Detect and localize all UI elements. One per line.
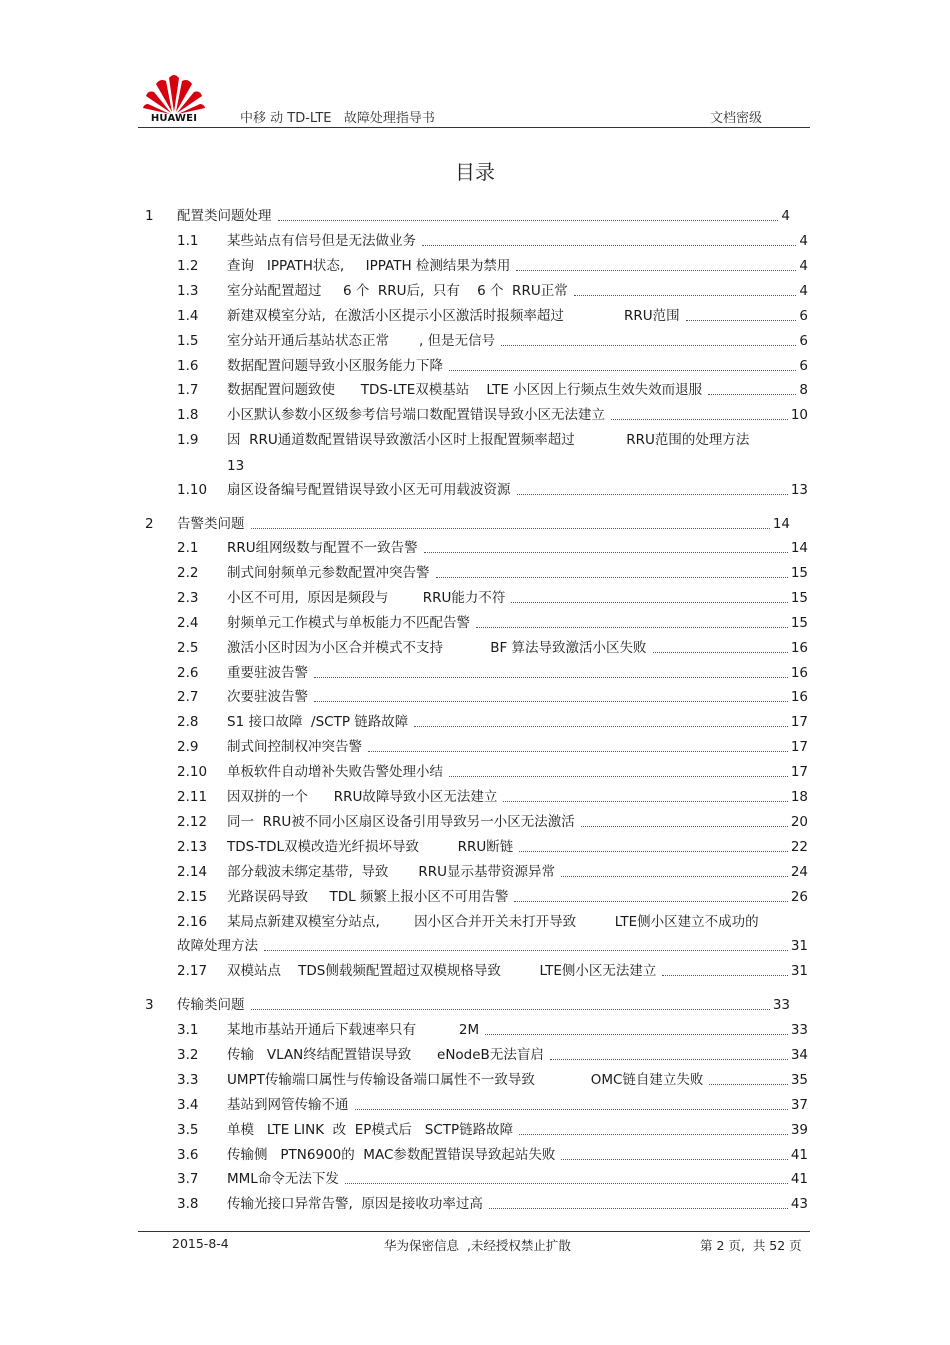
dot-leader xyxy=(422,244,796,246)
toc-item-2.7[interactable] xyxy=(177,687,808,707)
toc-number: 2.2 xyxy=(177,564,199,581)
toc-number: 1.10 xyxy=(177,482,208,499)
toc-entry-title: 室分站开通后基站状态正常 , 但是无信号 xyxy=(227,332,496,349)
dot-leader xyxy=(501,344,796,346)
toc-section-2[interactable] xyxy=(145,514,790,534)
toc-item-2.6[interactable] xyxy=(177,663,808,683)
toc-entry-title: 传输光接口异常告警, 原因是接收功率过高 xyxy=(227,1196,483,1213)
toc-item-2.16[interactable] xyxy=(177,912,797,932)
toc-page-number: 17 xyxy=(790,764,808,781)
toc-entry-title: 告警类问题 xyxy=(177,516,245,532)
toc-page-number: 33 xyxy=(772,997,790,1013)
toc-entry-title: 射频单元工作模式与单板能力不匹配告警 xyxy=(227,614,470,631)
toc-entry-title: 制式间控制权冲突告警 xyxy=(227,739,362,756)
dot-leader xyxy=(511,601,787,603)
toc-page-number: 31 xyxy=(790,938,808,955)
dot-leader xyxy=(708,393,796,395)
toc-item-1.2[interactable] xyxy=(177,256,808,276)
toc-number: 2.9 xyxy=(177,739,199,756)
toc-number: 1.7 xyxy=(177,382,199,399)
toc-entry-title: 配置类问题处理 xyxy=(177,208,272,224)
toc-page-number: 6 xyxy=(799,307,808,324)
toc-page-number-wrapped: 13 xyxy=(227,458,245,475)
toc-number: 2.14 xyxy=(177,863,208,880)
toc-number: 3.3 xyxy=(177,1071,199,1088)
toc-entry-title: 数据配置问题导致小区服务能力下降 xyxy=(227,357,443,374)
toc-number: 2.7 xyxy=(177,689,199,706)
toc-number: 3.1 xyxy=(177,1022,199,1038)
dot-leader xyxy=(414,725,788,727)
toc-entry-title: 重要驻波告警 xyxy=(227,664,308,681)
toc-number: 1.5 xyxy=(177,332,199,349)
toc-entry-title: 同一 RRU被不同小区扇区设备引用导致另一小区无法激活 xyxy=(227,813,575,830)
toc-item-3.5[interactable] xyxy=(177,1120,808,1140)
dot-leader xyxy=(581,825,788,827)
dot-leader xyxy=(424,551,788,553)
toc-page-number: 24 xyxy=(790,863,808,880)
toc-page-number: 8 xyxy=(799,382,808,399)
classification-label: 文档密级 xyxy=(710,111,763,126)
toc-item-1.6[interactable] xyxy=(177,356,808,376)
toc-entry-title: TDS-TDL双模改造光纤损坏导致 RRU断链 xyxy=(227,838,514,855)
toc-item-3.2[interactable] xyxy=(177,1045,808,1065)
toc-entry-title: 某地市基站开通后下载速率只有 2M xyxy=(227,1022,480,1038)
toc-number: 2.3 xyxy=(177,589,199,606)
dot-leader xyxy=(355,1108,788,1110)
footer-notice: 华为保密信息 ,未经授权禁止扩散 xyxy=(384,1238,571,1253)
toc-number: 1.2 xyxy=(177,257,199,274)
toc-number: 2.13 xyxy=(177,838,208,855)
toc-number: 2.10 xyxy=(177,764,208,781)
toc-item-1.9[interactable] xyxy=(177,430,808,450)
toc-entry-title: 光路误码导致 TDL 频繁上报小区不可用告警 xyxy=(227,888,509,905)
toc-number: 1.1 xyxy=(177,233,199,249)
toc-item-1.3[interactable] xyxy=(177,281,808,301)
toc-number: 2.1 xyxy=(177,540,199,556)
toc-item-2.12[interactable] xyxy=(177,812,808,832)
toc-page-number: 15 xyxy=(790,589,808,606)
toc-entry-title: 次要驻波告警 xyxy=(227,689,308,706)
toc-number: 2.12 xyxy=(177,813,208,830)
logo-text: HUAWEI xyxy=(150,113,198,124)
toc-item-2.9[interactable] xyxy=(177,737,808,757)
toc-page-number: 16 xyxy=(790,664,808,681)
toc-entry-title: MML命令无法下发 xyxy=(227,1171,339,1188)
toc-number: 2.4 xyxy=(177,614,199,631)
toc-entry-title: 小区默认参数小区级参考信号端口数配置错误导致小区无法建立 xyxy=(227,407,605,424)
toc-entry-title: 基站到网管传输不通 xyxy=(227,1096,349,1113)
toc-entry-title: 新建双模室分站, 在激活小区提示小区激活时报频率超过 RRU范围 xyxy=(227,307,680,324)
toc-item-3.3[interactable] xyxy=(177,1070,808,1090)
toc-item-2.3[interactable] xyxy=(177,588,808,608)
toc-entry-title: 双模站点 TDS侧载频配置超过双模规格导致 LTE侧小区无法建立 xyxy=(227,963,657,980)
dot-leader xyxy=(489,1207,788,1209)
dot-leader xyxy=(368,750,788,752)
toc-page-number: 41 xyxy=(790,1146,808,1163)
dot-leader xyxy=(449,775,788,777)
toc-page-number: 31 xyxy=(790,963,808,980)
toc-number: 2.11 xyxy=(177,789,208,805)
toc-page-number: 17 xyxy=(790,739,808,756)
footer-date: 2015-8-4 xyxy=(172,1236,229,1251)
toc-item-2.17[interactable] xyxy=(177,961,808,981)
toc-section-1[interactable] xyxy=(145,206,790,226)
toc-number: 2.5 xyxy=(177,639,199,656)
toc-number: 2 xyxy=(145,516,154,532)
dot-leader xyxy=(574,294,797,296)
dot-leader xyxy=(561,875,788,877)
toc-page-number: 4 xyxy=(799,257,808,274)
toc-page-number: 4 xyxy=(799,282,808,299)
toc-item-2.5[interactable] xyxy=(177,638,808,658)
toc-number: 3.8 xyxy=(177,1196,199,1213)
toc-item-3.7[interactable] xyxy=(177,1169,808,1189)
toc-item-3.1[interactable] xyxy=(177,1020,808,1040)
toc-number: 1.6 xyxy=(177,357,199,374)
toc-number: 2.8 xyxy=(177,714,199,731)
toc-number: 2.16 xyxy=(177,913,208,930)
toc-entry-title: 传输侧 PTN6900的 MAC参数配置错误导致起站失败 xyxy=(227,1146,556,1163)
toc-entry-title: 单板软件自动增补失败告警处理小结 xyxy=(227,764,443,781)
toc-entry-title-cont: 故障处理方法 xyxy=(177,938,258,955)
dot-leader xyxy=(519,1133,788,1135)
toc-page-number: 34 xyxy=(790,1046,808,1063)
toc-entry-title: 制式间射频单元参数配置冲突告警 xyxy=(227,564,430,581)
toc-item-1.10[interactable] xyxy=(177,480,808,500)
toc-item-1.7[interactable] xyxy=(177,380,808,400)
toc-entry-title: 查询 IPPATH状态, IPPATH 检测结果为禁用 xyxy=(227,257,511,274)
toc-page-number: 18 xyxy=(790,789,808,805)
toc-page-number: 15 xyxy=(790,564,808,581)
toc-entry-title: 单模 LTE LINK 改 EP模式后 SCTP链路故障 xyxy=(227,1121,514,1138)
toc-item-2.8[interactable] xyxy=(177,712,808,732)
toc-number: 3.6 xyxy=(177,1146,199,1163)
toc-item-3.6[interactable] xyxy=(177,1145,808,1165)
dot-leader xyxy=(314,700,788,702)
toc-item-3.4[interactable] xyxy=(177,1095,808,1115)
toc-page-number: 26 xyxy=(790,888,808,905)
toc-page-number: 6 xyxy=(799,332,808,349)
dot-leader xyxy=(485,1033,788,1035)
dot-leader xyxy=(314,676,788,678)
toc-entry-title: 小区不可用, 原因是频段与 RRU能力不符 xyxy=(227,589,506,606)
toc-entry-title: 部分载波未绑定基带, 导致 RRU显示基带资源异常 xyxy=(227,863,556,880)
toc-entry-title: 传输类问题 xyxy=(177,997,245,1013)
dot-leader xyxy=(653,651,788,653)
toc-number: 3.4 xyxy=(177,1096,199,1113)
dot-leader xyxy=(519,850,788,852)
toc-entry-title: RRU组网级数与配置不一致告警 xyxy=(227,540,418,556)
toc-page-number: 20 xyxy=(790,813,808,830)
toc-item-continuation[interactable] xyxy=(177,936,808,956)
toc-number: 3.7 xyxy=(177,1171,199,1188)
dot-leader xyxy=(550,1058,788,1060)
toc-number: 2.15 xyxy=(177,888,208,905)
toc-page-number: 13 xyxy=(790,482,808,499)
toc-number: 2.17 xyxy=(177,963,208,980)
toc-item-2.13[interactable] xyxy=(177,837,808,857)
toc-page-number: 14 xyxy=(790,540,808,556)
dot-leader xyxy=(345,1182,788,1184)
toc-page-number: 16 xyxy=(790,689,808,706)
dot-leader xyxy=(561,1158,787,1160)
dot-leader xyxy=(662,974,787,976)
toc-page-number: 14 xyxy=(772,516,790,532)
toc-entry-title: 因 RRU通道数配置错误导致激活小区时上报配置频率超过 RRU范围的处理方法 xyxy=(227,432,750,449)
footer-divider xyxy=(138,1231,810,1232)
dot-leader xyxy=(503,800,787,802)
toc-number: 3.5 xyxy=(177,1121,199,1138)
dot-leader xyxy=(264,949,788,951)
toc-page-number: 43 xyxy=(790,1196,808,1213)
toc-page-number: 33 xyxy=(790,1022,808,1038)
toc-entry-title: 传输 VLAN终结配置错误导致 eNodeB无法盲启 xyxy=(227,1046,544,1063)
toc-entry-title: 室分站配置超过 6 个 RRU后, 只有 6 个 RRU正常 xyxy=(227,282,568,299)
toc-title: 目录 xyxy=(455,160,495,184)
toc-section-3[interactable] xyxy=(145,995,790,1015)
toc-number: 3 xyxy=(145,997,154,1013)
toc-item-2.11[interactable] xyxy=(177,787,808,807)
toc-entry-title: 因双拼的一个 RRU故障导致小区无法建立 xyxy=(227,789,498,805)
toc-page-number: 16 xyxy=(790,639,808,656)
toc-page-number: 17 xyxy=(790,714,808,731)
toc-page-number: 37 xyxy=(790,1096,808,1113)
toc-number: 1.8 xyxy=(177,407,199,424)
toc-item-2.15[interactable] xyxy=(177,887,808,907)
toc-entry-title: 数据配置问题致使 TDS-LTE双模基站 LTE 小区因上行频点生效失效而退服 xyxy=(227,382,703,399)
dot-leader xyxy=(436,576,788,578)
toc-entry-title: 扇区设备编号配置错误导致小区无可用载波资源 xyxy=(227,482,511,499)
dot-leader xyxy=(449,369,796,371)
dot-leader xyxy=(251,1008,770,1010)
toc-number: 1 xyxy=(145,208,154,224)
toc-page-number: 15 xyxy=(790,614,808,631)
dot-leader xyxy=(611,418,788,420)
dot-leader xyxy=(709,1083,787,1085)
toc-entry-title: S1 接口故障 /SCTP 链路故障 xyxy=(227,714,409,731)
toc-page-number: 6 xyxy=(799,357,808,374)
dot-leader xyxy=(251,527,770,529)
dot-leader xyxy=(476,626,788,628)
dot-leader xyxy=(514,900,787,902)
toc-item-1.1[interactable] xyxy=(177,231,808,251)
dot-leader xyxy=(686,319,797,321)
toc-number: 1.3 xyxy=(177,282,199,299)
dot-leader xyxy=(516,269,796,271)
dot-leader xyxy=(517,493,788,495)
toc-page-number: 39 xyxy=(790,1121,808,1138)
toc-item-2.14[interactable] xyxy=(177,862,808,882)
toc-entry-title: UMPT传输端口属性与传输设备端口属性不一致导致 OMC链自建立失败 xyxy=(227,1071,704,1088)
footer-page-info: 第 2 页, 共 52 页 xyxy=(700,1238,802,1253)
toc-page-number: 41 xyxy=(790,1171,808,1188)
toc-entry-title: 某局点新建双模室分站点, 因小区合并开关未打开导致 LTE侧小区建立不成功的 xyxy=(227,913,759,930)
toc-number: 3.2 xyxy=(177,1046,199,1063)
toc-number: 1.9 xyxy=(177,432,199,449)
toc-entry-title: 某些站点有信号但是无法做业务 xyxy=(227,233,416,249)
toc-item-3.8[interactable] xyxy=(177,1194,808,1214)
toc-item-2.4[interactable] xyxy=(177,613,808,633)
toc-page-number: 4 xyxy=(781,208,790,224)
toc-item-2.10[interactable] xyxy=(177,762,808,782)
toc-item-1.8[interactable] xyxy=(177,405,808,425)
toc-entry-title: 激活小区时因为小区合并模式不支持 BF 算法导致激活小区失败 xyxy=(227,639,647,656)
dot-leader xyxy=(278,219,779,221)
toc-item-2.1[interactable] xyxy=(177,538,808,558)
toc-item-1.4[interactable] xyxy=(177,306,808,326)
toc-item-2.2[interactable] xyxy=(177,563,808,583)
toc-page-number: 10 xyxy=(790,407,808,424)
toc-item-1.5[interactable] xyxy=(177,331,808,351)
document-title: 中移 动 TD-LTE 故障处理指导书 xyxy=(240,111,435,126)
toc-number: 1.4 xyxy=(177,307,199,324)
toc-page-number: 35 xyxy=(790,1071,808,1088)
toc-number: 2.6 xyxy=(177,664,199,681)
toc-page-number: 22 xyxy=(790,838,808,855)
toc-page-number: 4 xyxy=(799,233,808,249)
